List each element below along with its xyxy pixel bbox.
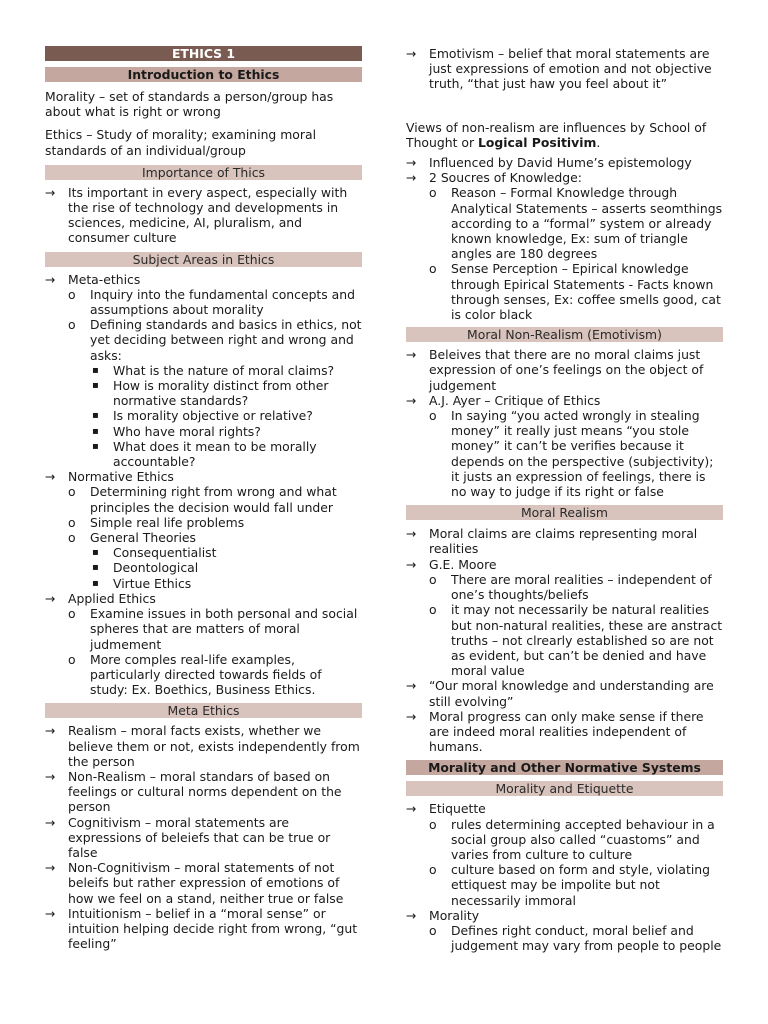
section-heading-non-realism: Moral Non-Realism (Emotivism) bbox=[406, 327, 723, 342]
ethics-definition: Ethics – Study of morality; examining moral standards of an individual/group bbox=[45, 127, 317, 158]
list-item: → Influenced by David Hume’s epistemology bbox=[406, 155, 723, 170]
importance-list bbox=[45, 185, 362, 246]
morality-definition: Morality – set of standards a person/group has about what is right or wrong bbox=[45, 89, 334, 120]
theory-item: ▪ Deontological bbox=[90, 560, 362, 575]
sub-list-item: o Determining right from wrong and what principles the decision would fall under bbox=[68, 484, 362, 514]
sub-list-item: o Reason – Formal Knowledge through Analytical Statements – asserts seomthings according to a “formal” system or already known knowledge, Ex: sum of triangle angles are 180 degrees bbox=[429, 185, 723, 261]
list-item: → Emotivism – belief that moral statements are just expressions of emotion and not objective truth, “that just haw you feel about it” bbox=[406, 46, 723, 92]
list-item bbox=[406, 393, 723, 499]
list-item-applied-ethics bbox=[45, 591, 362, 697]
left-column bbox=[45, 46, 362, 951]
list-item-label: 2 Soucres of Knowledge: bbox=[429, 170, 582, 186]
theory-item: ▪ Consequentialist bbox=[90, 545, 362, 560]
list-item: → Moral progress can only make sense if there are indeed moral realities independent of humans. bbox=[406, 709, 723, 755]
sub-list-item: o culture based on form and style, violating ettiquest may be impolite but not necessarily immoral bbox=[429, 862, 723, 908]
list-item-label: G.E. Moore bbox=[429, 556, 497, 572]
sub-list-item: o There are moral realities – independent of one’s thoughts/beliefs bbox=[429, 572, 723, 602]
list-item-label: Etiquette bbox=[429, 801, 486, 817]
list-item: → “Our moral knowledge and understanding are still evolving” bbox=[406, 678, 723, 708]
list-item: → Non-Realism – moral standars of based on feelings or cultural norms dependent on the person bbox=[45, 769, 362, 815]
list-item: → Cognitivism – moral statements are expressions of beleiefs that can be true or false bbox=[45, 815, 362, 861]
subject-areas-list bbox=[45, 272, 362, 698]
question-item: ▪ What is the nature of moral claims? bbox=[90, 363, 362, 378]
list-item bbox=[406, 170, 723, 322]
moral-realism-list bbox=[406, 526, 723, 754]
list-item-label: A.J. Ayer – Critique of Ethics bbox=[429, 392, 601, 408]
sub-list bbox=[429, 408, 723, 499]
list-item-meta-ethics bbox=[45, 272, 362, 470]
sub-list bbox=[429, 185, 723, 322]
sub-list bbox=[429, 572, 723, 678]
sub-list-item: o rules determining accepted behaviour in a social group also called “cuastoms” and varies from culture to culture bbox=[429, 817, 723, 863]
list-item: → Beleives that there are no moral claims just expression of one’s feelings on the object of judgement bbox=[406, 347, 723, 393]
list-item-label: Meta-ethics bbox=[68, 271, 141, 287]
sub-list bbox=[68, 484, 362, 590]
meta-ethics-list bbox=[45, 723, 362, 951]
sub-list-item: o Sense Perception – Epirical knowledge through Epirical Statements - Facts known through senses, Ex: coffee smells good, cat is color black bbox=[429, 261, 723, 322]
sub-list-item: o In saying “you acted wrongly in stealing money” it really just means “you stole money” it can’t be verifies because it depends on the perspective (subjectivity); it justs an expression of feelings, there is no way to judge if its right or false bbox=[429, 408, 723, 499]
theory-item: ▪ Virtue Ethics bbox=[90, 576, 362, 591]
section-heading-normative-systems: Morality and Other Normative Systems bbox=[406, 760, 723, 775]
question-item: ▪ Is morality objective or relative? bbox=[90, 408, 362, 423]
list-item-label: Morality bbox=[429, 907, 480, 923]
views-bold-term: Logical Positivim bbox=[477, 134, 597, 150]
sub-list-item: o Examine issues in both personal and social spheres that are matters of moral judmement bbox=[68, 606, 362, 652]
question-item: ▪ Who have moral rights? bbox=[90, 424, 362, 439]
list-item: → Realism – moral facts exists, whether we believe them or not, exists independently from the person bbox=[45, 723, 362, 769]
etiquette-list bbox=[406, 801, 723, 953]
question-list bbox=[90, 363, 362, 469]
sub-list bbox=[68, 287, 362, 469]
list-item: → Non-Cognitivism – moral statements of not beleifs but rather expression of emotions of how we feel on a stand, neither true or false bbox=[45, 860, 362, 906]
views-paragraph bbox=[406, 120, 723, 150]
emotivism-list bbox=[406, 46, 723, 92]
list-item: → Intuitionism – belief in a “moral sense” or intuition helping decide right from wrong, “gut feeling” bbox=[45, 906, 362, 952]
positivism-list bbox=[406, 155, 723, 322]
right-column bbox=[406, 46, 723, 953]
sub-list-item: o Defines right conduct, moral belief and judgement may vary from people to people bbox=[429, 923, 723, 953]
section-heading-moral-realism: Moral Realism bbox=[406, 505, 723, 520]
sub-list-item-label: General Theories bbox=[90, 530, 197, 546]
list-item: → Its important in every aspect, especially with the rise of technology and developments in sciences, medicine, AI, pluralism, and consumer culture bbox=[45, 185, 362, 246]
list-item-label: Applied Ethics bbox=[68, 590, 156, 606]
sub-list-item bbox=[68, 317, 362, 469]
list-item: → Moral claims are claims representing moral realities bbox=[406, 526, 723, 556]
non-realism-list bbox=[406, 347, 723, 499]
sub-list bbox=[68, 606, 362, 697]
sub-list-item bbox=[68, 530, 362, 591]
list-item-label: Normative Ethics bbox=[68, 469, 174, 485]
section-heading-importance: Importance of Thics bbox=[45, 165, 362, 180]
list-item bbox=[406, 557, 723, 679]
section-heading-etiquette: Morality and Etiquette bbox=[406, 781, 723, 796]
question-item: ▪ How is morality distinct from other normative standards? bbox=[90, 378, 362, 408]
list-item bbox=[406, 908, 723, 954]
sub-list-item: o Simple real life problems bbox=[68, 515, 362, 530]
section-heading-meta-ethics: Meta Ethics bbox=[45, 703, 362, 718]
question-item: ▪ What does it mean to be morally accountable? bbox=[90, 439, 362, 469]
section-heading-subject-areas: Subject Areas in Ethics bbox=[45, 252, 362, 267]
sub-list-item-label: Defining standards and basics in ethics, not yet deciding between right and wrong and asks: bbox=[90, 317, 362, 363]
list-item-normative-ethics bbox=[45, 469, 362, 591]
list-item bbox=[406, 801, 723, 907]
sub-list-item: o it may not necessarily be natural realities but non-natural realities, these are anstract truths – not clrearly established so are not as evident, but can’t be denied and have moral value bbox=[429, 602, 723, 678]
sub-list-item: o More comples real-life examples, particularly directed towards fields of study: Ex. Boethics, Business Ethics. bbox=[68, 652, 362, 698]
section-heading-introduction: Introduction to Ethics bbox=[45, 67, 362, 82]
sub-list bbox=[429, 817, 723, 908]
sub-list-item: o Inquiry into the fundamental concepts and assumptions about morality bbox=[68, 287, 362, 317]
views-text: Views of non-realism are influences by School of Thought or bbox=[406, 119, 707, 150]
views-end: . bbox=[596, 134, 601, 150]
theory-list bbox=[90, 545, 362, 591]
sub-list bbox=[429, 923, 723, 953]
document-title: ETHICS 1 bbox=[45, 46, 362, 61]
